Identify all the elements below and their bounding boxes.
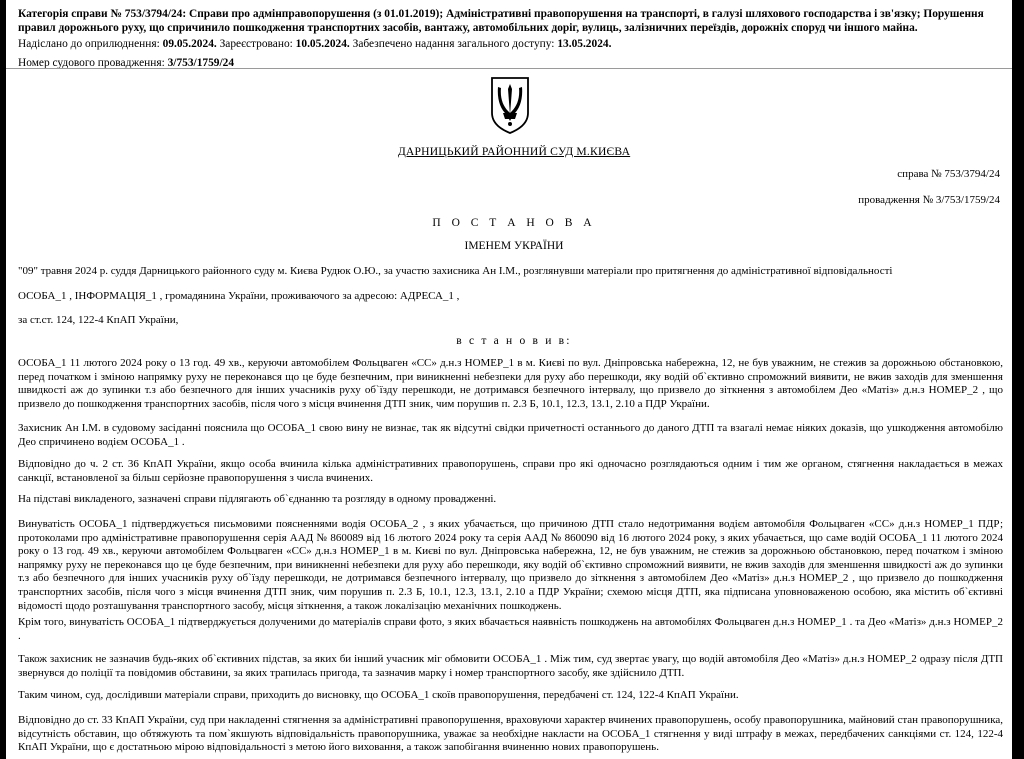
articles-line: за ст.ст. 124, 122-4 КпАП України, bbox=[18, 314, 179, 326]
proceeding-number: 3/753/1759/24 bbox=[167, 56, 235, 69]
registered-date: 10.05.2024. bbox=[295, 38, 350, 51]
document-page bbox=[6, 0, 1012, 759]
case-number: справа № 753/3794/24 bbox=[897, 168, 1000, 180]
paragraph: Винуватість ОСОБА_1 підтверджується письмовими поясненнями водія ОСОБА_2 , з яких убачається, що причиною ДТП стало недотримання водієм автомобіля Фольцваген «СС» д.н.з НОМЕР_1 ПДР; протоколами про адміністративне правопорушення серія ААД № 860089 від 16 лютого 2024 року та серія ААД № 860090 від 16 лютого 2024 року, з яких убачається, що саме водій ОСОБА_1 11 лютого 2024 року о 13 год. 49 хв., керуючи автомобілем Фольцваген «СС» д.н.з НОМЕР_1 в м. Києві по вул. Дніпровська набережна, 12, не був уважним, не стежив за дорожньою обстановкою, перед початком і зміною напрямку руху не переконався що це буде безпечним, при виникненні небезпеки для руху або перешкоди, яку водій об`єктивно спроможний виявити, не вжив заходів для зменшення швидкості аж до зупинки т.з або безпечного для інших учасників руху об`їзду перешкоди, не дотримався безпечного інтервалу, що призвело до зіткнення з автомобілем Део «Матіз» д.н.з НОМЕР_2 , що призвело до пошкодження транспортних засобів, після чого з місця вчинення ДТП зник, чим порушив п. 2.3 Б, 10.1, 12.3, 13.1, 2.10 а ПДР України; схемою місця ДТП, яка підписана уповноваженою особою, яка містить об`єктивні відомості щодо розташування транспортного засобу, місця зіткнення, а також локалізацію механічних пошкоджень. bbox=[18, 518, 1003, 612]
intro-line: "09" травня 2024 р. суддя Дарницького районного суду м. Києва Рудюк О.Ю., за участю захисника Ан І.М., розглянувши матеріали про притягнення до адміністративної відповідальності bbox=[18, 265, 893, 277]
proceeding-label: Номер судового провадження: bbox=[18, 56, 165, 69]
document-title: П О С Т А Н О В А bbox=[432, 217, 596, 229]
paragraph: ОСОБА_1 11 лютого 2024 року о 13 год. 49 хв., керуючи автомобілем Фольцваген «СС» д.н.з НОМЕР_1 в м. Києві по вул. Дніпровська набережна, 12, не був уважним, не стежив за дорожньою обстановкою, перед початком і зміною напрямку руху не переконався що це буде безпечним, при виникненні небезпеки для руху або перешкоди, яку водій об`єктивно спроможний виявити, не вжив заходів для зменшення швидкості аж до зупинки т.з або безпечного для інших учасників руху об`їзду перешкоди, не дотримався безпечного інтервалу, що призвело до зіткнення з автомобілем Део «Матіз» д.н.з НОМЕР_2 , що призвело до пошкодження транспортних засобів, після чого з місця вчинення ДТП зник, чим порушив п. 2.3 Б, 10.1, 12.3, 13.1, 2.10 а ПДР України. bbox=[18, 357, 1003, 410]
trident-coat-of-arms-icon bbox=[488, 75, 532, 135]
registered-label: Зареєстровано: bbox=[219, 38, 293, 51]
access-label: Забезпечено надання загального доступу: bbox=[352, 38, 555, 51]
paragraph: Таким чином, суд, дослідивши матеріали справи, приходить до висновку, що ОСОБА_1 скоїв правопорушення, передбачені ст. 124, 122-4 КпАП України. bbox=[18, 689, 739, 701]
category-label: Категорія справи № 753/3794/24: bbox=[18, 8, 187, 20]
court-name: ДАРНИЦЬКИЙ РАЙОННИЙ СУД М.КИЄВА bbox=[397, 145, 631, 158]
paragraph: На підставі викладеного, зазначені справи підлягають об`єднанню та розгляду в одному провадженні. bbox=[18, 493, 497, 505]
document-subtitle: ІМЕНЕМ УКРАЇНИ bbox=[464, 240, 564, 252]
category-row bbox=[18, 8, 1003, 35]
person-line: ОСОБА_1 , ІНФОРМАЦІЯ_1 , громадянина України, проживаючого за адресою: АДРЕСА_1 , bbox=[18, 290, 460, 302]
paragraph: Захисник Ан І.М. в судовому засіданні пояснила що ОСОБА_1 свою вину не визнає, так як відсутні свідки причетності останнього до даного ДТП та взагалі немає ніяких доказів, що ушкодження автомобілю Део спричинено водієм ОСОБА_1 . bbox=[18, 422, 1003, 448]
paragraph: Також захисник не зазначив будь-яких об`єктивних підстав, за яких би інший учасник міг обмовити ОСОБА_1 . Між тим, суд звертає увагу, що водій автомобіля Део «Матіз» д.н.з НОМЕР_2 одразу після ДТП звернувся до поліції та повідомив обставини, за яких трапилась пригода, та зазначив марку і номер транспортного засобу, яке здійснило ДТП. bbox=[18, 653, 1003, 679]
category-text: Справи про адмінправопорушення (з 01.01.2019); Адміністративні правопорушення на транспорті, в галузі шляхового господарства і зв'язку; Порушення правил дорожнього руху, що спричинило пошкодження транспортних засобів, вантажу, автомобільних доріг, вулиць, залізничних переїздів, дорожніх споруд чи іншого майна. bbox=[18, 8, 984, 34]
access-date: 13.05.2024. bbox=[557, 38, 612, 51]
paragraph: Крім того, винуватість ОСОБА_1 підтверджується долученими до матеріалів справи фото, з яких вбачається наявність пошкоджень на автомобілях Фольцваген д.н.з НОМЕР_1 . та Део «Матіз» д.н.з НОМЕР_2 . bbox=[18, 616, 1003, 642]
established-heading: в с т а н о в и в: bbox=[456, 335, 572, 347]
proceeding-number-right: провадження № 3/753/1759/24 bbox=[858, 194, 1000, 206]
document-metadata bbox=[18, 8, 1003, 75]
dates-row bbox=[18, 38, 1003, 52]
paragraph: Відповідно до ч. 2 ст. 36 КпАП України, якщо особа вчинила кілька адміністративних правопорушень, справи про які одночасно розглядаються одним і тим же органом, стягнення накладається в межах санкції, встановленої за більш серйозне правопорушення з числа вчинених. bbox=[18, 458, 1003, 484]
sent-label: Надіслано до оприлюднення: bbox=[18, 38, 160, 51]
paragraph: Відповідно до ст. 33 КпАП України, суд при накладенні стягнення за адміністративні правопорушення, враховуючи характер вчинених правопорушень, особу правопорушника, майновий стан правопорушника, відсутність обставин, що обтяжують та пом`якшують відповідальність правопорушника, уважає за необхідне накласти на ОСОБА_1 стягнення у виді штрафу в межах, передбачених санкціями ст. 124, 122-4 КпАП України, що є достатньою мірою відповідальності з метою його виховання, а також запобігання вчиненню нових правопорушень. bbox=[18, 714, 1003, 754]
header-divider bbox=[6, 68, 1012, 69]
sent-date: 09.05.2024. bbox=[162, 38, 217, 51]
